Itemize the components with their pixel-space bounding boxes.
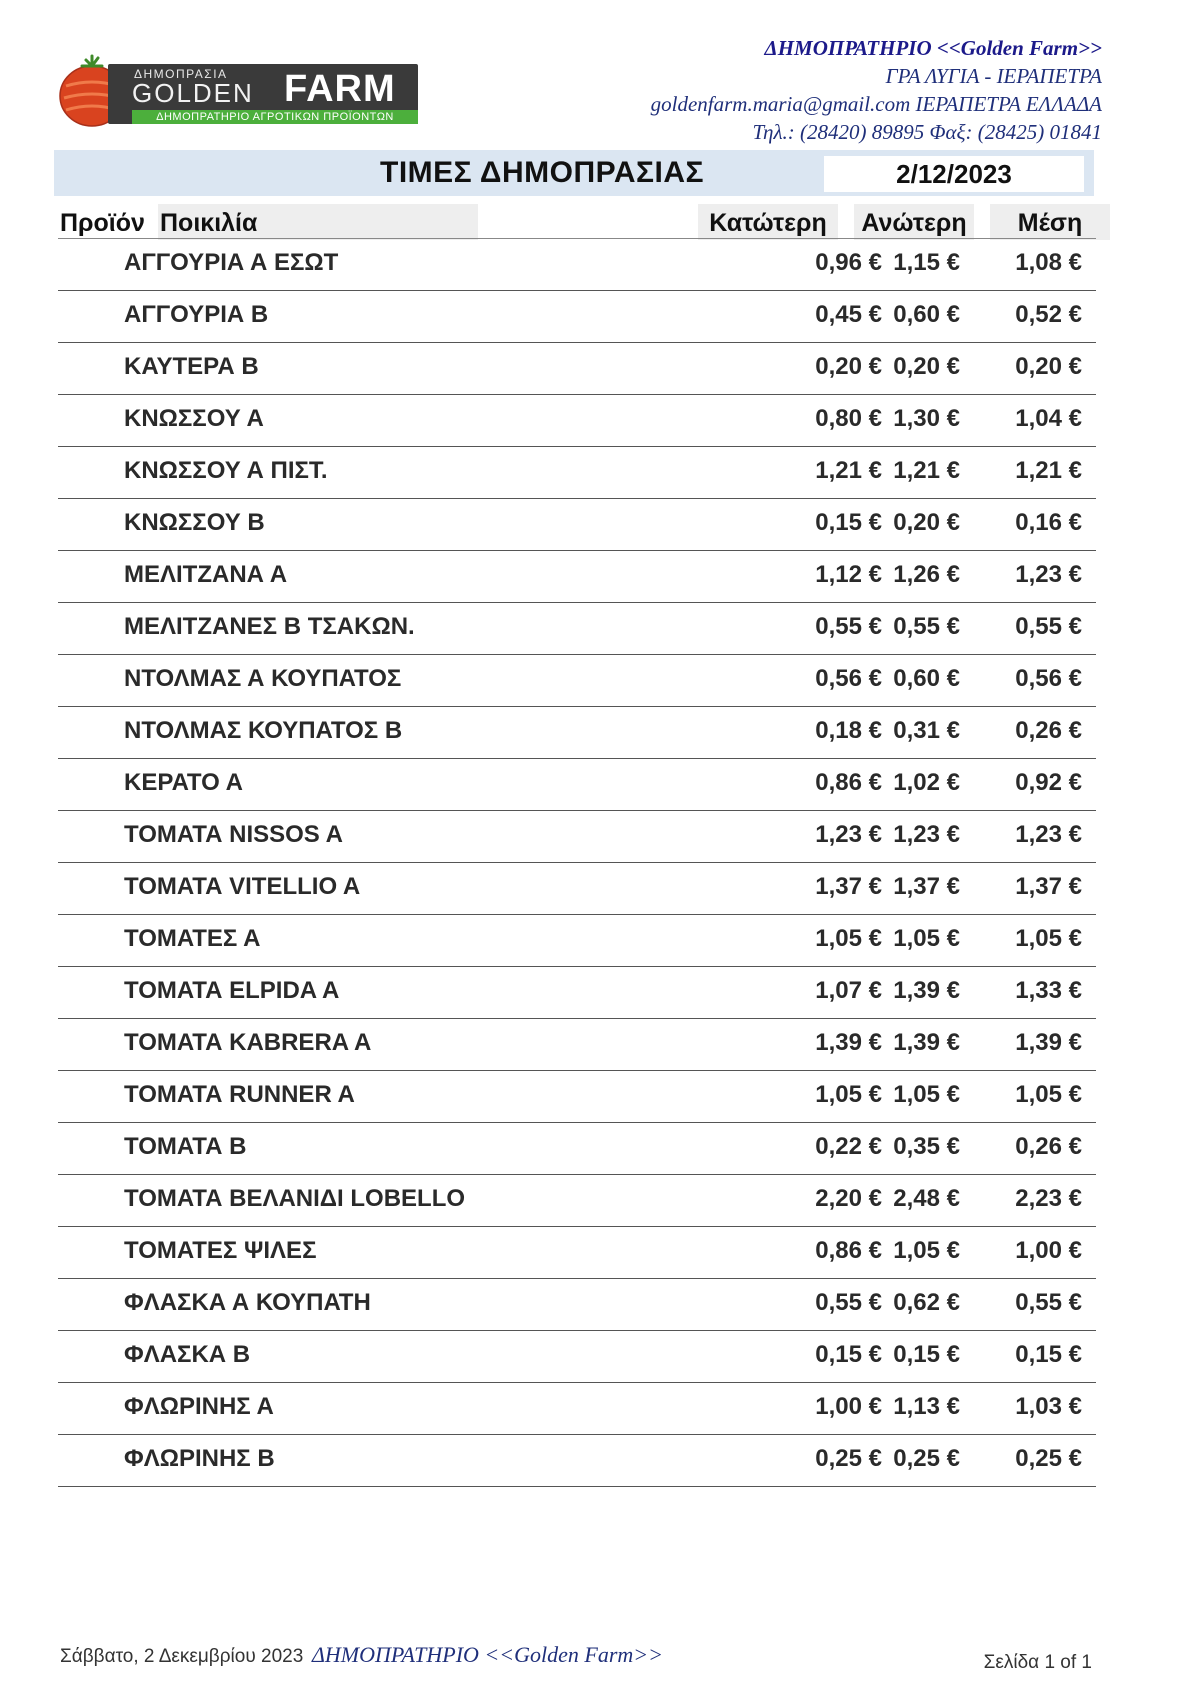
price-high: 0,25 €: [893, 1445, 960, 1472]
table-row: [58, 1123, 1096, 1175]
price-high: 1,05 €: [893, 925, 960, 952]
product-name: ΚΕΡΑΤΟ Α: [124, 769, 243, 796]
price-avg: 1,37 €: [1015, 873, 1082, 900]
product-name: ΤΟΜΑΤΑ Β: [124, 1133, 247, 1160]
price-avg: 1,33 €: [1015, 977, 1082, 1004]
table-row: [58, 343, 1096, 395]
price-low: 1,07 €: [815, 977, 882, 1004]
price-high: 1,05 €: [893, 1081, 960, 1108]
table-row: [58, 1175, 1096, 1227]
product-name: ΜΕΛΙΤΖΑΝΕΣ Β ΤΣΑΚΩΝ.: [124, 613, 415, 640]
product-name: ΜΕΛΙΤΖΑΝΑ Α: [124, 561, 288, 588]
table-row: [58, 1227, 1096, 1279]
table-row: [58, 1019, 1096, 1071]
price-high: 1,39 €: [893, 977, 960, 1004]
table-row: [58, 759, 1096, 811]
price-avg: 1,00 €: [1015, 1237, 1082, 1264]
price-low: 0,18 €: [815, 717, 882, 744]
product-name: ΤΟΜΑΤΕΣ ΨΙΛΕΣ: [124, 1237, 317, 1264]
price-table: [58, 239, 1096, 1487]
product-name: ΝΤΟΛΜΑΣ Α ΚΟΥΠΑΤΟΣ: [124, 665, 402, 692]
report-date: 2/12/2023: [824, 156, 1084, 192]
price-low: 0,15 €: [815, 509, 882, 536]
price-low: 1,00 €: [815, 1393, 882, 1420]
price-high: 1,30 €: [893, 405, 960, 432]
price-avg: 0,15 €: [1015, 1341, 1082, 1368]
price-high: 0,20 €: [893, 353, 960, 380]
product-name: ΚΝΩΣΣΟΥ Β: [124, 509, 265, 536]
price-high: 1,39 €: [893, 1029, 960, 1056]
column-header-variety: Ποικιλία: [158, 204, 478, 240]
price-avg: 0,26 €: [1015, 717, 1082, 744]
price-avg: 1,05 €: [1015, 925, 1082, 952]
price-high: 1,37 €: [893, 873, 960, 900]
price-low: 0,45 €: [815, 301, 882, 328]
company-title: ΔΗΜΟΠΡΑΤΗΡΙΟ <<Golden Farm>>: [764, 36, 1102, 60]
price-low: 0,22 €: [815, 1133, 882, 1160]
product-name: ΚΝΩΣΣΟΥ Α: [124, 405, 264, 432]
table-row: [58, 1279, 1096, 1331]
product-name: ΦΛΩΡΙΝΗΣ Β: [124, 1445, 275, 1472]
price-high: 0,60 €: [893, 301, 960, 328]
price-high: 1,21 €: [893, 457, 960, 484]
price-avg: 0,26 €: [1015, 1133, 1082, 1160]
logo-small-text: ΔΗΜΟΠΡΑΣΙΑ: [134, 67, 228, 81]
logo-subtitle: ΔΗΜΟΠΡΑΤΗΡΙΟ ΑΓΡΟΤΙΚΩΝ ΠΡΟΪΟΝΤΩΝ: [132, 110, 418, 124]
product-name: ΦΛΑΣΚΑ Α ΚΟΥΠΑΤΗ: [124, 1289, 371, 1316]
price-avg: 1,04 €: [1015, 405, 1082, 432]
price-high: 1,15 €: [893, 249, 960, 276]
price-avg: 0,16 €: [1015, 509, 1082, 536]
column-header-avg: Μέση: [990, 204, 1110, 240]
price-avg: 1,23 €: [1015, 561, 1082, 588]
price-low: 0,56 €: [815, 665, 882, 692]
price-high: 0,62 €: [893, 1289, 960, 1316]
product-name: ΑΓΓΟΥΡΙΑ Β: [124, 301, 269, 328]
price-low: 0,20 €: [815, 353, 882, 380]
product-name: ΤΟΜΑΤΕΣ Α: [124, 925, 261, 952]
price-avg: 0,92 €: [1015, 769, 1082, 796]
table-row: [58, 551, 1096, 603]
price-high: 0,60 €: [893, 665, 960, 692]
company-phone-line: Τηλ.: (28420) 89895 Φαξ: (28425) 01841: [752, 120, 1102, 144]
product-name: ΤΟΜΑΤΑ ΒΕΛΑΝΙΔΙ LOBELLO: [124, 1185, 466, 1212]
table-row: [58, 707, 1096, 759]
price-low: 0,55 €: [815, 1289, 882, 1316]
price-high: 0,35 €: [893, 1133, 960, 1160]
price-low: 1,39 €: [815, 1029, 882, 1056]
product-name: ΝΤΟΛΜΑΣ ΚΟΥΠΑΤΟΣ Β: [124, 717, 403, 744]
price-high: 2,48 €: [893, 1185, 960, 1212]
price-high: 1,05 €: [893, 1237, 960, 1264]
price-low: 1,05 €: [815, 1081, 882, 1108]
price-high: 1,13 €: [893, 1393, 960, 1420]
table-row: [58, 1071, 1096, 1123]
column-header-product: Προϊόν: [54, 204, 154, 240]
price-avg: 0,20 €: [1015, 353, 1082, 380]
footer-page-number: Σελίδα 1 of 1: [983, 1652, 1092, 1673]
price-low: 0,15 €: [815, 1341, 882, 1368]
price-low: 1,05 €: [815, 925, 882, 952]
report-title: ΤΙΜΕΣ ΔΗΜΟΠΡΑΣΙΑΣ: [380, 156, 705, 189]
table-row: [58, 863, 1096, 915]
price-avg: 1,39 €: [1015, 1029, 1082, 1056]
column-header-low: Κατώτερη: [698, 204, 838, 240]
table-row: [58, 1435, 1096, 1487]
price-avg: 2,23 €: [1015, 1185, 1082, 1212]
price-low: 1,21 €: [815, 457, 882, 484]
price-avg: 1,08 €: [1015, 249, 1082, 276]
price-high: 0,20 €: [893, 509, 960, 536]
price-low: 0,86 €: [815, 1237, 882, 1264]
table-row: [58, 811, 1096, 863]
price-low: 0,80 €: [815, 405, 882, 432]
product-name: ΚΑΥΤΕΡΑ Β: [124, 353, 259, 380]
price-low: 1,37 €: [815, 873, 882, 900]
product-name: ΤΟΜΑΤΑ ELPIDA A: [124, 977, 340, 1004]
table-row: [58, 655, 1096, 707]
product-name: ΤΟΜΑΤΑ VITELLIO A: [124, 873, 361, 900]
table-row: [58, 603, 1096, 655]
logo-golden-text: GOLDEN: [132, 78, 254, 108]
table-row: [58, 395, 1096, 447]
product-name: ΑΓΓΟΥΡΙΑ Α ΕΣΩΤ: [124, 249, 339, 276]
price-low: 1,12 €: [815, 561, 882, 588]
company-email-line: goldenfarm.maria@gmail.com ΙΕΡΑΠΕΤΡΑ ΕΛΛΑΔΑ: [650, 92, 1102, 116]
table-row: [58, 967, 1096, 1019]
price-avg: 0,52 €: [1015, 301, 1082, 328]
product-name: ΦΛΑΣΚΑ Β: [124, 1341, 251, 1368]
price-low: 0,96 €: [815, 249, 882, 276]
price-high: 1,26 €: [893, 561, 960, 588]
company-address-block: [651, 34, 1102, 146]
table-row: [58, 1383, 1096, 1435]
footer-company: ΔΗΜΟΠΡΑΤΗΡΙΟ <<Golden Farm>>: [312, 1642, 663, 1667]
price-avg: 0,55 €: [1015, 613, 1082, 640]
price-low: 1,23 €: [815, 821, 882, 848]
column-header-high: Ανώτερη: [854, 204, 974, 240]
logo-farm-text: FARM: [284, 68, 396, 110]
price-low: 0,86 €: [815, 769, 882, 796]
price-low: 2,20 €: [815, 1185, 882, 1212]
company-location: ΓΡΑ ΛΥΓΙΑ - ΙΕΡΑΠΕΤΡΑ: [885, 64, 1102, 88]
price-avg: 0,56 €: [1015, 665, 1082, 692]
table-row: [58, 447, 1096, 499]
table-row: [58, 915, 1096, 967]
table-row: [58, 291, 1096, 343]
footer-date: Σάββατο, 2 Δεκεμβρίου 2023: [60, 1646, 304, 1667]
price-avg: 1,23 €: [1015, 821, 1082, 848]
product-name: ΤΟΜΑΤΑ NISSOS A: [124, 821, 343, 848]
price-high: 1,23 €: [893, 821, 960, 848]
price-low: 0,55 €: [815, 613, 882, 640]
company-logo: [52, 48, 422, 126]
price-avg: 0,25 €: [1015, 1445, 1082, 1472]
price-high: 0,55 €: [893, 613, 960, 640]
product-name: ΤΟΜΑΤΑ KABRERA A: [124, 1029, 372, 1056]
table-row: [58, 499, 1096, 551]
price-avg: 1,03 €: [1015, 1393, 1082, 1420]
price-avg: 0,55 €: [1015, 1289, 1082, 1316]
table-row: [58, 239, 1096, 291]
product-name: ΦΛΩΡΙΝΗΣ Α: [124, 1393, 274, 1420]
price-high: 0,15 €: [893, 1341, 960, 1368]
product-name: ΚΝΩΣΣΟΥ Α ΠΙΣΤ.: [124, 457, 328, 484]
price-avg: 1,21 €: [1015, 457, 1082, 484]
price-high: 1,02 €: [893, 769, 960, 796]
price-high: 0,31 €: [893, 717, 960, 744]
price-avg: 1,05 €: [1015, 1081, 1082, 1108]
table-row: [58, 1331, 1096, 1383]
product-name: ΤΟΜΑΤΑ RUNNER A: [124, 1081, 355, 1108]
price-low: 0,25 €: [815, 1445, 882, 1472]
